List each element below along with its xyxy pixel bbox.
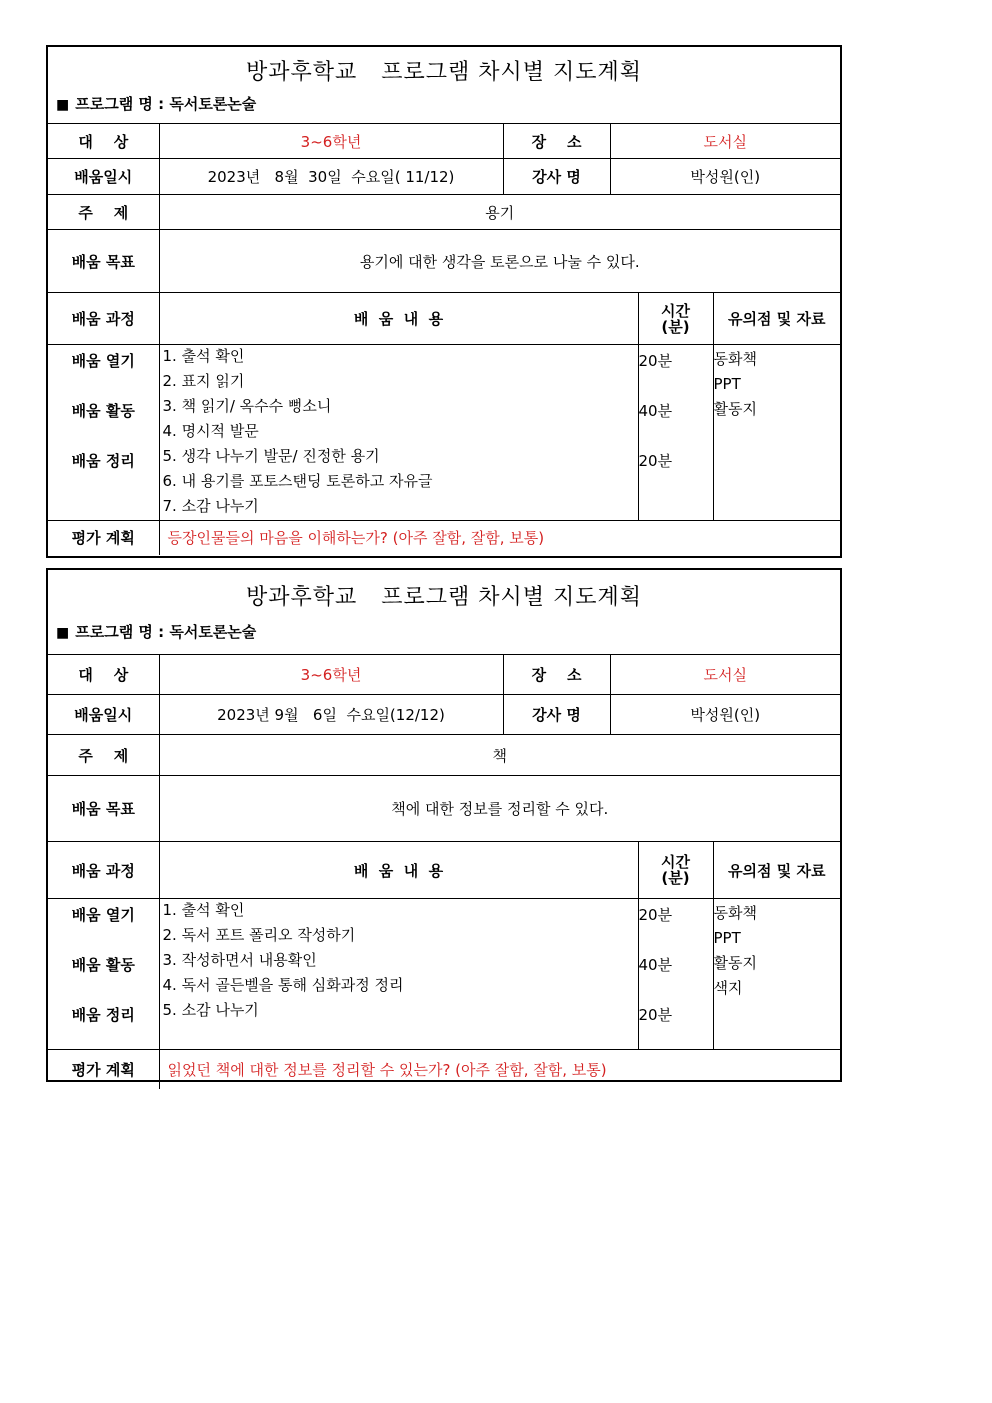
list-item: 3. 작성하면서 내용확인 (162, 951, 317, 969)
target-value: 3~6학년 (159, 655, 503, 695)
program-name: ■ 프로그램 명 : 독서토론논술 (56, 95, 257, 113)
place-label: 장 소 (503, 124, 610, 159)
list-item: 5. 생각 나누기 발문/ 진정한 용기 (162, 447, 380, 465)
target-label: 대 상 (48, 655, 159, 695)
topic-value: 책 (159, 735, 840, 776)
date-label: 배움일시 (48, 159, 159, 195)
list-item: 3. 책 읽기/ 옥수수 뻥소니 (162, 397, 332, 415)
list-item: 5. 소감 나누기 (162, 1001, 259, 1019)
teacher-label: 강사 명 (503, 159, 610, 195)
list-item: 6. 내 용기를 포토스탠딩 토론하고 자유글 (162, 472, 433, 490)
teacher-value: 박성원(인) (610, 159, 840, 195)
list-item: 1. 출석 확인 (162, 347, 245, 365)
list-item: 4. 독서 골든벨을 통해 심화과정 정리 (162, 976, 404, 994)
content-label: 배 움 내 용 (159, 293, 638, 345)
page-title: 방과후학교 프로그램 차시별 지도계획 (246, 585, 642, 610)
material-item: 동화책 (713, 350, 757, 368)
eval-label: 평가 계획 (48, 1050, 159, 1089)
process-label: 배움 과정 (48, 293, 159, 345)
eval-value: 등장인물들의 마음을 이해하는가? (아주 잘함, 잘함, 보통) (159, 521, 840, 555)
phase-column (48, 345, 159, 521)
target-label: 대 상 (48, 124, 159, 159)
notes-label: 유의점 및 자료 (713, 293, 840, 345)
time-open: 20분 (638, 352, 673, 370)
time-activity: 40분 (638, 402, 673, 420)
place-value: 도서실 (610, 124, 840, 159)
teacher-label: 강사 명 (503, 695, 610, 735)
material-item: PPT (713, 375, 741, 393)
place-label: 장 소 (503, 655, 610, 695)
material-item: PPT (713, 929, 741, 947)
topic-value: 용기 (159, 195, 840, 230)
time-column (638, 345, 713, 521)
material-item: 활동지 (713, 954, 757, 972)
square-bullet-icon: ■ (56, 625, 70, 641)
topic-label: 주 제 (48, 735, 159, 776)
square-bullet-icon: ■ (56, 97, 70, 113)
page-title: 방과후학교 프로그램 차시별 지도계획 (246, 60, 642, 85)
lesson-plan-2 (46, 568, 842, 1082)
place-value: 도서실 (610, 655, 840, 695)
program-name: ■ 프로그램 명 : 독서토론논술 (56, 623, 257, 641)
time-label: 시간 (분) (638, 293, 713, 345)
phase-close: 배움 정리 (71, 452, 135, 470)
content-column (159, 345, 638, 521)
phase-column (48, 899, 159, 1050)
list-item: 4. 명시적 발문 (162, 422, 259, 440)
materials-column (713, 899, 840, 1050)
date-value: 2023년 8월 30일 수요일( 11/12) (159, 159, 503, 195)
list-item: 1. 출석 확인 (162, 901, 245, 919)
phase-close: 배움 정리 (71, 1006, 135, 1024)
phase-open: 배움 열기 (71, 352, 135, 370)
content-label: 배 움 내 용 (159, 842, 638, 899)
material-item: 활동지 (713, 400, 757, 418)
phase-activity: 배움 활동 (71, 956, 135, 974)
topic-label: 주 제 (48, 195, 159, 230)
material-item: 색지 (713, 979, 743, 997)
list-item: 2. 표지 읽기 (162, 372, 245, 390)
material-item: 동화책 (713, 904, 757, 922)
target-value: 3~6학년 (159, 124, 503, 159)
date-label: 배움일시 (48, 695, 159, 735)
eval-label: 평가 계획 (48, 521, 159, 555)
time-close: 20분 (638, 1006, 673, 1024)
time-close: 20분 (638, 452, 673, 470)
goal-label: 배움 목표 (48, 776, 159, 842)
goal-value: 용기에 대한 생각을 토론으로 나눌 수 있다. (159, 230, 840, 293)
notes-label: 유의점 및 자료 (713, 842, 840, 899)
goal-value: 책에 대한 정보를 정리할 수 있다. (159, 776, 840, 842)
teacher-value: 박성원(인) (610, 695, 840, 735)
eval-value: 읽었던 책에 대한 정보를 정리할 수 있는가? (아주 잘함, 잘함, 보통) (159, 1050, 840, 1089)
list-item: 7. 소감 나누기 (162, 497, 259, 515)
process-label: 배움 과정 (48, 842, 159, 899)
date-value: 2023년 9월 6일 수요일(12/12) (159, 695, 503, 735)
list-item: 2. 독서 포트 폴리오 작성하기 (162, 926, 356, 944)
materials-column (713, 345, 840, 521)
phase-open: 배움 열기 (71, 906, 135, 924)
goal-label: 배움 목표 (48, 230, 159, 293)
content-column (159, 899, 638, 1050)
lesson-plan-1 (46, 45, 842, 558)
time-column (638, 899, 713, 1050)
phase-activity: 배움 활동 (71, 402, 135, 420)
time-label: 시간 (분) (638, 842, 713, 899)
time-open: 20분 (638, 906, 673, 924)
time-activity: 40분 (638, 956, 673, 974)
